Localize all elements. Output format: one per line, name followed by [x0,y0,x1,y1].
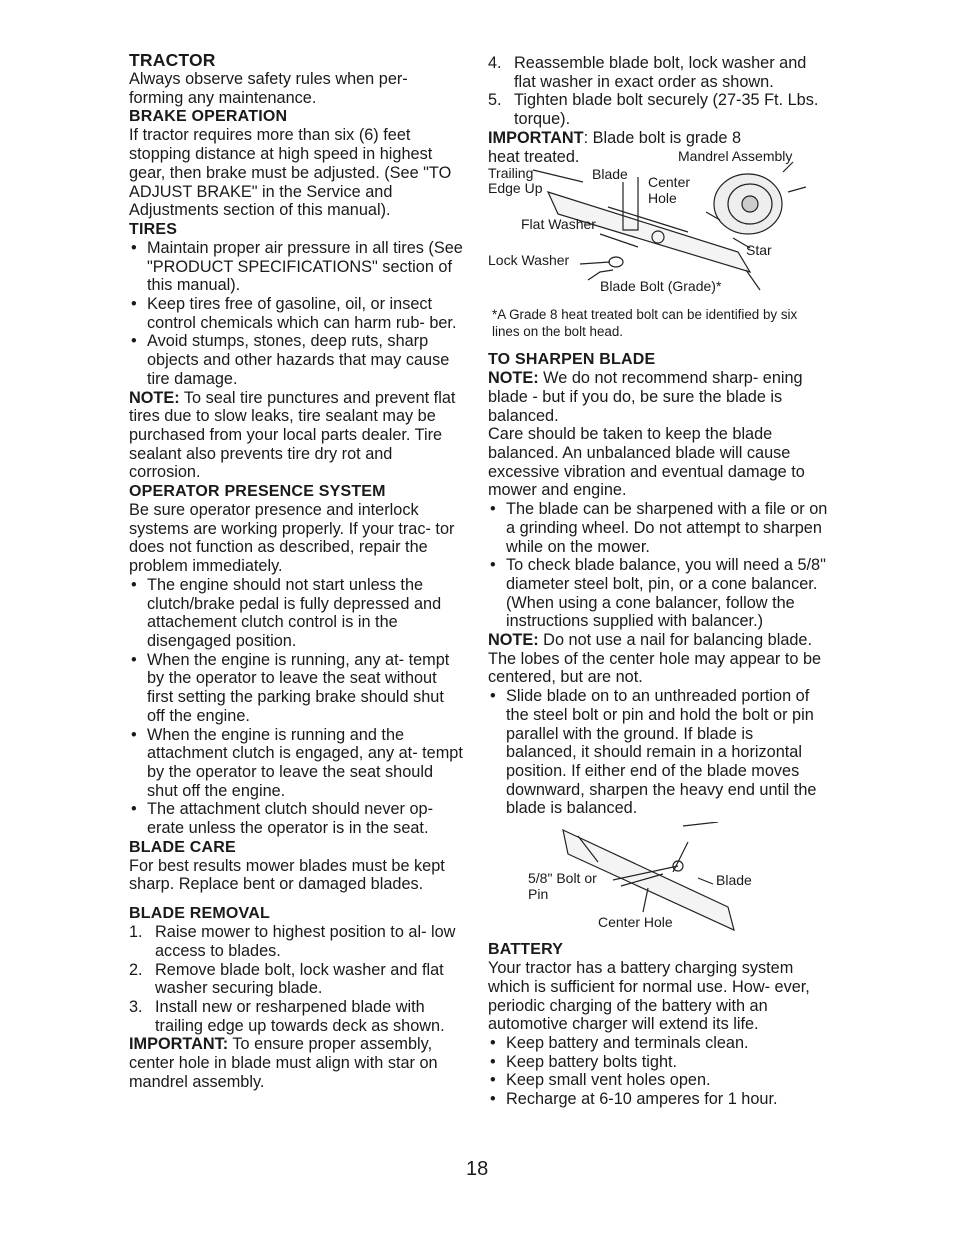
note-label: NOTE: [488,631,539,650]
balance-list [488,687,828,818]
brake-operation-text: If tractor requires more than six (6) feet stopping distance at high speed in highest gear, then brake must be adjusted. (See "TO ADJUST BRAKE" in the Service and Adjustments section of this manual). [129,126,452,220]
note-text: We do not recommend sharp- ening blade - but if you do, be sure the blade is balanced. [488,369,803,425]
step-number: 4. [488,54,502,72]
step-number: 5. [488,91,502,110]
step-number: 3. [129,997,143,1016]
list-item: • Keep battery and terminals clean. [488,1034,828,1053]
step-text: Raise mower to highest position to al- low access to blades. [155,923,456,960]
blade-care-heading: BLADE CARE [129,838,236,856]
list-item: • Avoid stumps, stones, deep ruts, sharp objects and other hazards that may cause tire damage. [129,332,464,388]
center-hole-label: Center Hole [598,914,673,931]
blade-care-text: For best results mower blades must be kept sharp. Replace bent or damaged blades. [129,856,445,894]
list-item: • Keep tires free of gasoline, oil, or insect control chemicals which can harm rub- ber. [129,295,464,332]
sharpen-note [488,369,828,425]
mandrel-assembly-label: Mandrel Assembly [678,148,793,165]
star-label: Star [746,242,772,259]
flat-washer-label: Flat Washer [521,216,596,233]
list-item: • Maintain proper air pressure in all tires (See "PRODUCT SPECIFICATIONS" section of this manual). [129,239,464,295]
list-item: • Keep battery bolts tight. [488,1053,828,1072]
operator-presence-list [129,576,464,838]
note-label: NOTE: [129,388,180,407]
note-text: Do not use a nail for balancing blade. The lobes of the center hole may appear to be centered, but are not. [488,631,822,687]
battery-text: Your tractor has a battery charging system which is sufficient for normal use. How- ever, periodic charging of the battery with an automotive charger will extend its life. [488,959,810,1034]
reassembly-steps [488,54,828,129]
tires-heading: TIRES [129,220,178,238]
blade-label: Blade [716,872,752,889]
center-hole-label: Center Hole [648,174,691,207]
list-item: • Recharge at 6-10 amperes for 1 hour. [488,1090,828,1109]
step-text: Tighten blade bolt securely (27-35 Ft. Lbs. torque). [514,91,819,129]
nail-note [488,631,828,687]
left-column [129,50,464,1091]
important-text: To ensure proper assembly, center hole in blade must align with star on mandrel assembly. [129,1035,438,1091]
right-column [488,54,828,1109]
note-label: NOTE: [488,369,539,388]
tires-list [129,239,464,389]
list-item: • The engine should not start unless the clutch/brake pedal is fully depressed and attachement clutch control is in the disengaged position. [129,576,464,651]
sharpen-list [488,500,828,631]
blade-bolt-label: Blade Bolt (Grade)* [600,278,722,295]
list-item: • The attachment clutch should never op- erate unless the operator is in the seat. [129,800,464,837]
tires-note [129,389,464,483]
step-number: 1. [129,923,143,942]
battery-heading: BATTERY [488,941,564,959]
tractor-heading: TRACTOR [129,50,216,70]
tractor-text: Always observe safety rules when per- forming any maintenance. [129,70,408,107]
list-item [488,54,828,91]
list-item: • Keep small vent holes open. [488,1071,828,1090]
step-text: Remove blade bolt, lock washer and flat washer securing blade. [155,960,444,998]
step-text: Install new or resharpened blade with trailing edge up towards deck as shown. [155,997,445,1035]
blade-removal-heading: BLADE REMOVAL [129,905,270,923]
trailing-edge-label: Trailing Edge Up [488,165,543,197]
brake-operation-heading: BRAKE OPERATION [129,108,288,126]
step-number: 2. [129,960,143,979]
page-number: 18 [466,1158,489,1180]
important-label: IMPORTANT: [129,1035,229,1054]
step-text: Reassemble blade bolt, lock washer and flat washer in exact order as shown. [514,54,807,91]
sharpen-blade-heading: TO SHARPEN BLADE [488,351,656,369]
list-item [129,923,464,960]
list-item: • The blade can be sharpened with a file or on a grinding wheel. Do not attempt to sharpen while on the mower. [488,500,828,556]
battery-list [488,1034,828,1109]
blade-removal-steps [129,923,464,1035]
important-label: IMPORTANT [488,128,584,147]
list-item: • Slide blade on to an unthreaded portion of the steel bolt or pin and hold the bolt or pin parallel with the ground. If blade is balanced, it should remain in a horizontal position. If either end of the blade moves downward, sharpen the heavy end until the blade is balanced. [488,687,828,818]
important-text: : Blade bolt is grade 8 heat treated. [488,128,742,166]
list-item: • When the engine is running, any at- tempt by the operator to leave the seat without first setting the parking brake should shut off the engine. [129,651,464,726]
list-item [129,961,464,998]
note-text: To seal tire punctures and prevent flat tires due to slow leaks, tire sealant may be purchased from your local parts dealer. Tire sealant also prevents tire dry rot and corrosion. [129,388,456,482]
operator-presence-heading: OPERATOR PRESENCE SYSTEM [129,483,386,501]
blade-balance-figure [488,822,828,940]
blade-assembly-figure [488,148,828,300]
sharpen-text: Care should be taken to keep the blade balanced. An unbalanced blade will cause excessive vibration and eventual damage to mower and engine. [488,425,805,500]
operator-presence-text: Be sure operator presence and interlock systems are working properly. If your trac- tor does not function as described, repair the problem immediately. [129,501,455,576]
important-note [129,1035,464,1091]
list-item: • To check blade balance, you will need a 5/8" diameter steel bolt, pin, or a cone balancer. (When using a cone balancer, follow the instructions supplied with balancer.) [488,556,828,631]
grade-footnote: *A Grade 8 heat treated bolt can be identified by six lines on the bolt head. [492,307,798,340]
lock-washer-label: Lock Washer [488,252,570,269]
list-item [488,91,828,128]
blade-label: Blade [592,166,628,183]
list-item: • When the engine is running and the attachment clutch is engaged, any at- tempt by the operator to leave the seat should shut off the engine. [129,726,464,801]
bolt-or-pin-label: 5/8" Bolt or Pin [528,870,597,903]
list-item [129,998,464,1035]
